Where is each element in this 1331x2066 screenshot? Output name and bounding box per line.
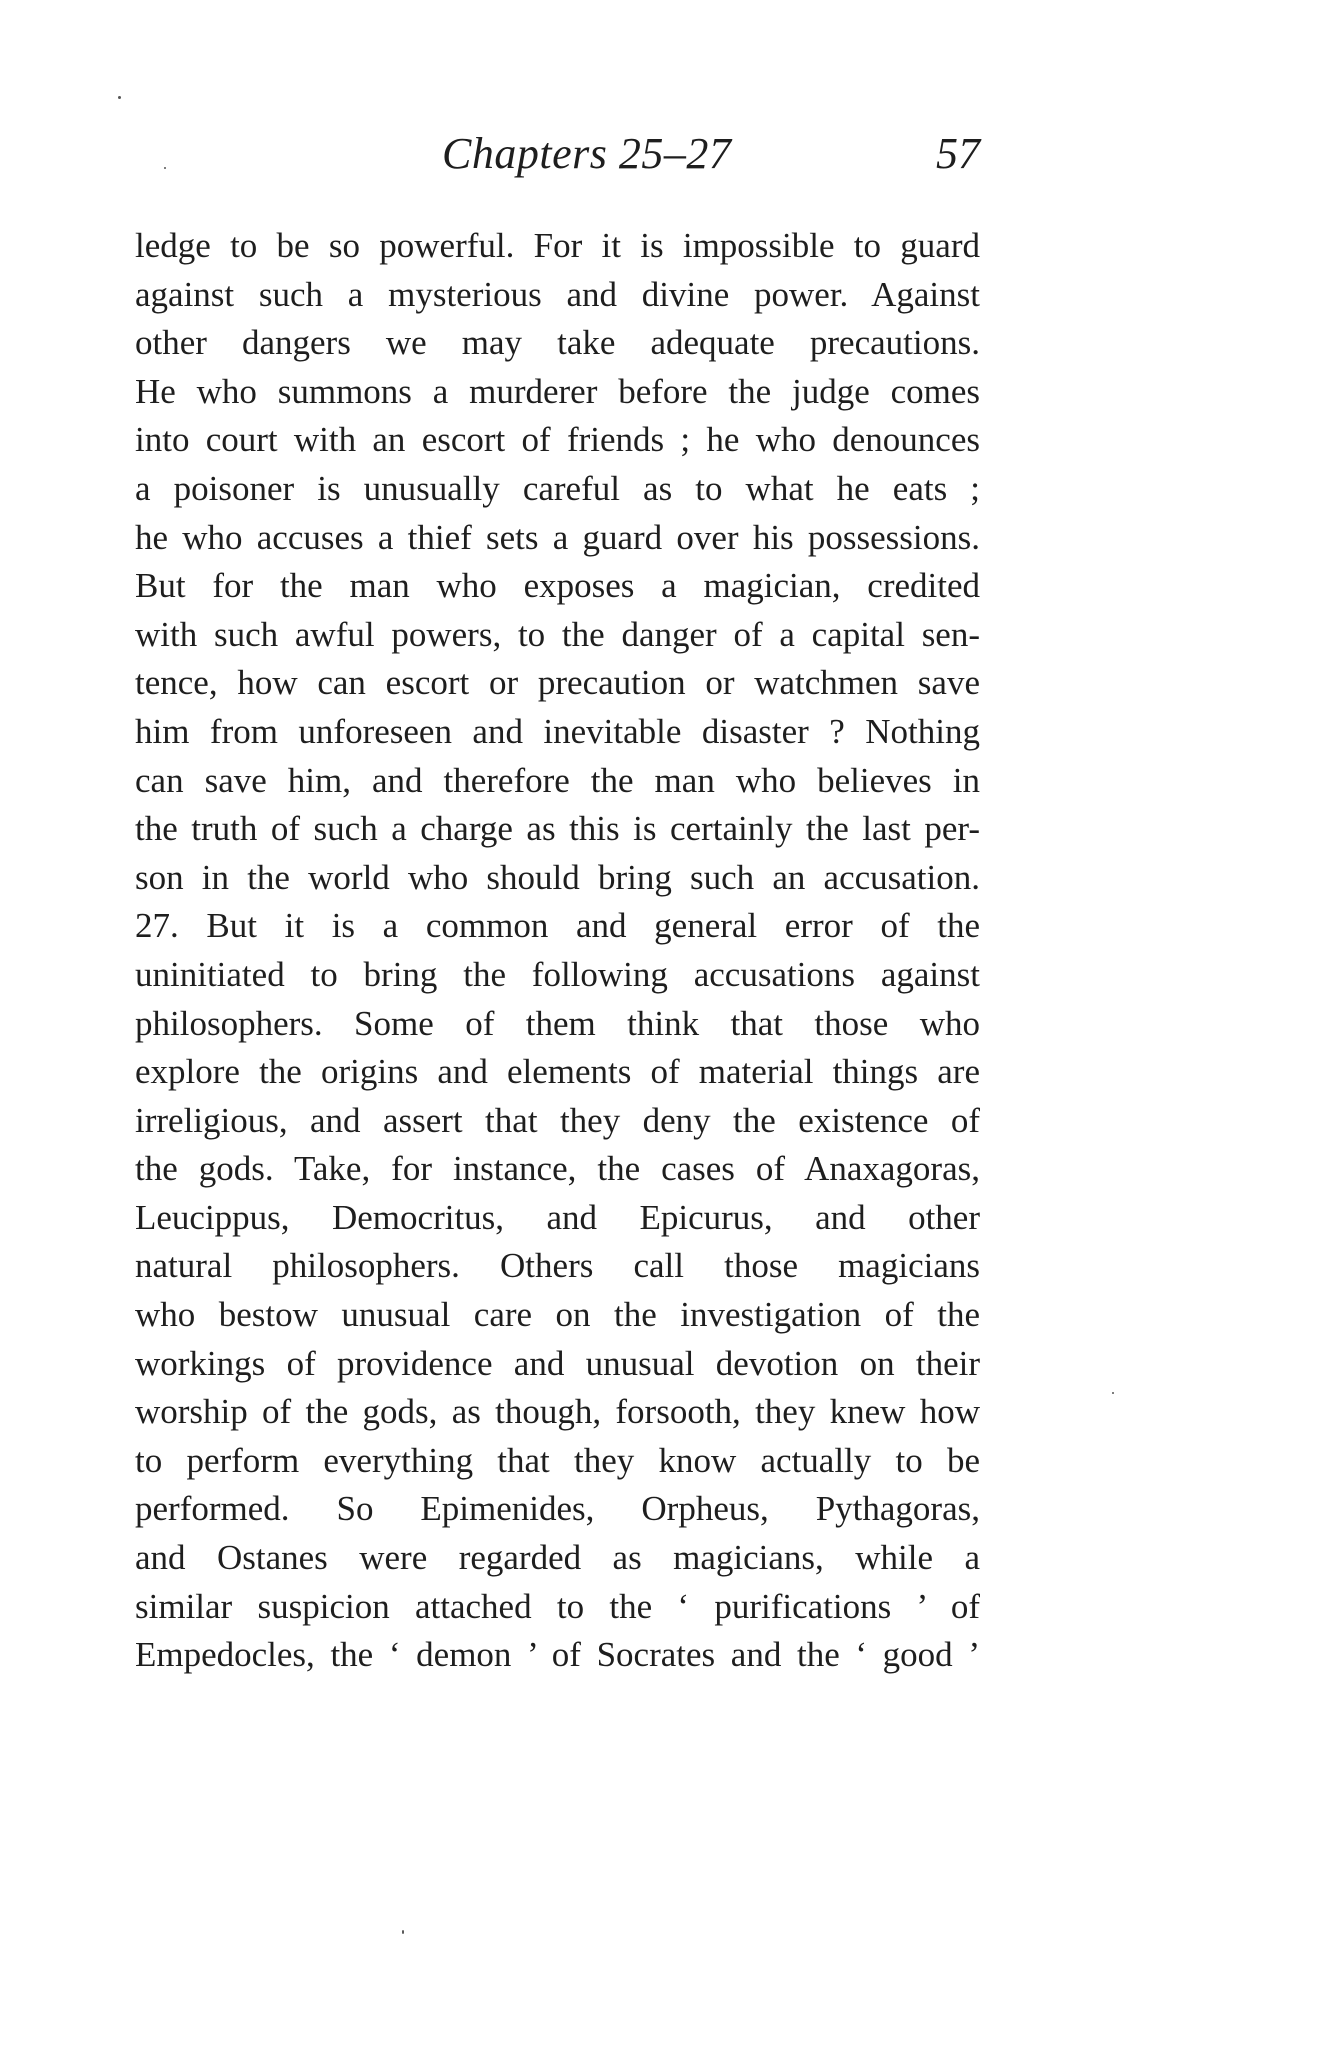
- page-header: [140, 128, 980, 188]
- scan-speck: [164, 167, 166, 169]
- section-27-start-line: 27. But it is a common and general error of the: [135, 906, 980, 946]
- text-line: philosophers. Some of them think that those who: [135, 1003, 980, 1043]
- text-line: He who summons a murderer before the judge comes: [135, 371, 980, 411]
- text-line: worship of the gods, as though, forsooth, they knew how: [135, 1392, 980, 1432]
- text-line: similar suspicion attached to the ‘ purifications ’ of: [135, 1586, 980, 1626]
- text-line: son in the world who should bring such an accusation.: [135, 857, 980, 897]
- text-line: the gods. Take, for instance, the cases of Anaxagoras,: [135, 1149, 980, 1189]
- page-number: 57: [936, 129, 980, 178]
- text-line: a poisoner is unusually careful as to what he eats ;: [135, 468, 980, 508]
- text-line: tence, how can escort or precaution or watchmen save: [135, 663, 980, 703]
- body-text: [135, 222, 980, 1680]
- scan-speck: [118, 96, 121, 99]
- text-line: into court with an escort of friends ; he who denounces: [135, 420, 980, 460]
- text-line: explore the origins and elements of material things are: [135, 1052, 980, 1092]
- text-line: But for the man who exposes a magician, credited: [135, 566, 980, 606]
- text-line: natural philosophers. Others call those magicians: [135, 1246, 980, 1286]
- text-line: performed. So Epimenides, Orpheus, Pythagoras,: [135, 1489, 980, 1529]
- running-title: Chapters 25–27: [442, 129, 732, 178]
- text-line: uninitiated to bring the following accusations against: [135, 954, 980, 994]
- scan-speck: [1112, 1392, 1114, 1394]
- text-line: against such a mysterious and divine power. Against: [135, 274, 980, 314]
- text-line: he who accuses a thief sets a guard over his possessions.: [135, 517, 980, 557]
- text-line: can save him, and therefore the man who believes in: [135, 760, 980, 800]
- text-line: other dangers we may take adequate precautions.: [135, 323, 980, 363]
- text-line: and Ostanes were regarded as magicians, while a: [135, 1538, 980, 1578]
- text-line: irreligious, and assert that they deny the existence of: [135, 1100, 980, 1140]
- text-line: workings of providence and unusual devotion on their: [135, 1343, 980, 1383]
- text-line: to perform everything that they know actually to be: [135, 1440, 980, 1480]
- text-line: the truth of such a charge as this is certainly the last per-: [135, 809, 980, 849]
- text-line: Empedocles, the ‘ demon ’ of Socrates and the ‘ good ’: [135, 1635, 980, 1675]
- text-line: ledge to be so powerful. For it is impossible to guard: [135, 226, 980, 265]
- text-line: with such awful powers, to the danger of a capital sen-: [135, 614, 980, 654]
- text-line: Leucippus, Democritus, and Epicurus, and other: [135, 1197, 980, 1237]
- scan-speck: [402, 1930, 404, 1934]
- text-line: who bestow unusual care on the investigation of the: [135, 1295, 980, 1335]
- text-line: him from unforeseen and inevitable disaster ? Nothing: [135, 711, 980, 751]
